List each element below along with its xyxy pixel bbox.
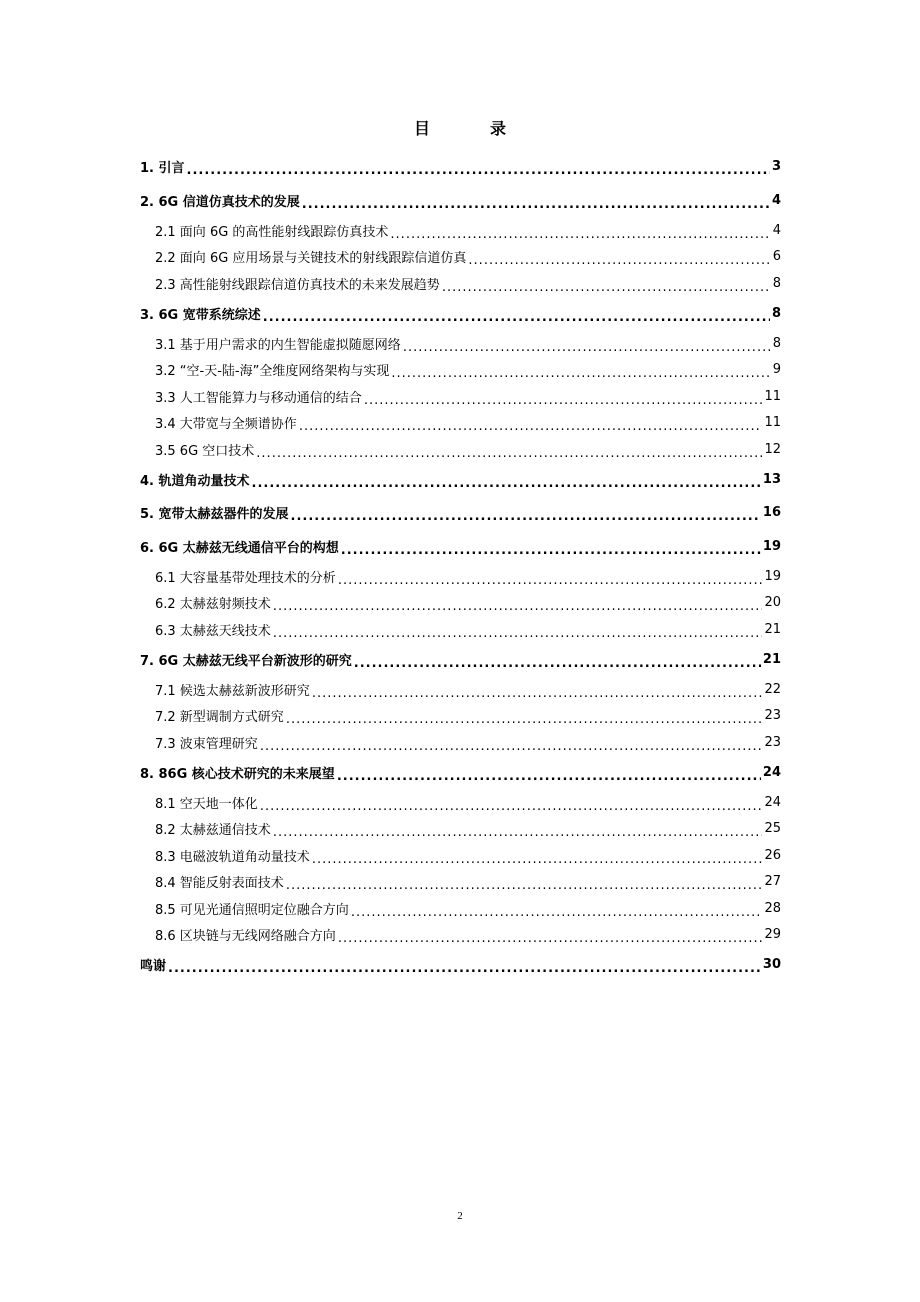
toc-entry-label: 2. 6G 信道仿真技术的发展 [140,194,300,210]
toc-entry[interactable] [140,643,781,677]
toc-subentry[interactable] [140,436,781,463]
toc-entry-label: 8.3 电磁波轨道角动量技术 [155,849,310,865]
toc-entry-page: 29 [764,927,781,943]
toc-entry-label: 3.5 6G 空口技术 [155,443,255,459]
toc-subentry[interactable] [140,217,781,244]
toc-entry-label: 7.3 波束管理研究 [155,736,258,752]
toc-entry-page: 21 [764,621,781,637]
toc-dot-leader [312,686,763,699]
toc-entry-page: 25 [764,821,781,837]
toc-entry-page: 11 [764,415,781,431]
toc-dot-leader [442,280,771,293]
toc-dot-leader [299,419,763,432]
toc-entry-label: 3.2 “空-天-陆-海”全维度网络架构与实现 [155,364,390,380]
toc-dot-leader [273,626,763,639]
toc-entry-label: 6.3 太赫兹天线技术 [155,623,271,639]
toc-entry-label: 3.1 基于用户需求的内生智能虚拟随愿网络 [155,337,401,353]
toc-entry-page: 6 [772,249,781,265]
toc-entry-label: 8.4 智能反射表面技术 [155,876,284,892]
toc-subentry[interactable] [140,244,781,271]
toc-entry-label: 5. 宽带太赫兹器件的发展 [140,507,289,523]
toc-subentry[interactable] [140,895,781,922]
toc-entry-page: 24 [764,794,781,810]
toc-dot-leader [391,366,770,379]
toc-entry-page: 12 [764,441,781,457]
toc-entry-label: 2.3 高性能射线跟踪信道仿真技术的未来发展趋势 [155,277,440,293]
toc-subentry[interactable] [140,270,781,297]
toc-subentry[interactable] [140,410,781,437]
toc-entry-label: 鸣谢 [140,959,167,975]
toc-entry-label: 8.6 区块链与无线网络融合方向 [155,929,336,945]
toc-entry-page: 21 [762,651,781,667]
toc-dot-leader [256,446,762,459]
toc-dot-leader [273,599,763,612]
toc-dot-leader [260,799,763,812]
toc-dot-leader [390,227,770,240]
toc-entry[interactable] [140,948,781,982]
toc-entry-label: 7.1 候选太赫兹新波形研究 [155,683,310,699]
toc-entry-label: 2.1 面向 6G 的高性能射线跟踪仿真技术 [155,224,389,240]
toc-entry-page: 19 [764,568,781,584]
toc-dot-leader [260,739,763,752]
page-number: 2 [457,1210,463,1222]
toc-entry[interactable] [140,496,781,530]
toc-subentry[interactable] [140,729,781,756]
toc-entry-label: 6.1 大容量基带处理技术的分析 [155,570,336,586]
toc-entry-label: 3.4 大带宽与全频谱协作 [155,417,297,433]
toc-subentry[interactable] [140,789,781,816]
toc-entry-label: 8.2 太赫兹通信技术 [155,823,271,839]
toc-entry-label: 1. 引言 [140,161,185,177]
toc-subentry[interactable] [140,816,781,843]
toc-subentry[interactable] [140,383,781,410]
toc-dot-leader [302,197,770,210]
toc-entry[interactable] [140,297,781,331]
toc-entry-page: 23 [764,734,781,750]
toc-subentry[interactable] [140,357,781,384]
toc-entry-page: 9 [772,362,781,378]
toc-subentry[interactable] [140,676,781,703]
toc-entry-page: 24 [762,764,781,780]
toc-entry-page: 13 [762,471,781,487]
toc-entry-page: 22 [764,681,781,697]
toc-entry-page: 30 [762,957,781,973]
toc-dot-leader [338,931,763,944]
toc-entry-page: 16 [762,505,781,521]
toc-dot-leader [337,769,761,782]
toc-entry-label: 4. 轨道角动量技术 [140,473,250,489]
toc-entry[interactable] [140,463,781,497]
toc-entry-label: 6. 6G 太赫兹无线通信平台的构想 [140,540,339,556]
toc-subentry[interactable] [140,842,781,869]
toc-entry-page: 8 [771,305,781,321]
toc-entry-page: 26 [764,847,781,863]
toc-entry-label: 7.2 新型调制方式研究 [155,710,284,726]
toc-dot-leader [351,905,763,918]
toc-subentry[interactable] [140,330,781,357]
toc-entry[interactable] [140,150,781,184]
toc-entry[interactable] [140,530,781,564]
toc-dot-leader [312,852,763,865]
toc-dot-leader [364,393,763,406]
toc-entry-page: 4 [771,192,781,208]
toc-entry-page: 3 [771,159,781,175]
toc-dot-leader [286,712,763,725]
toc-entry[interactable] [140,756,781,790]
toc-dot-leader [341,543,761,556]
toc-entry[interactable] [140,184,781,218]
toc-entry-page: 23 [764,708,781,724]
toc-entry-label: 6.2 太赫兹射频技术 [155,597,271,613]
toc-subentry[interactable] [140,922,781,949]
toc-entry-label: 8. 86G 核心技术研究的未来展望 [140,766,335,782]
toc-entry-page: 28 [764,900,781,916]
toc-entry-page: 4 [772,222,781,238]
toc-entry-label: 3.3 人工智能算力与移动通信的结合 [155,390,362,406]
toc-dot-leader [273,825,763,838]
toc-entry-label: 3. 6G 宽带系统综述 [140,307,261,323]
toc-entry-label: 7. 6G 太赫兹无线平台新波形的研究 [140,653,352,669]
toc-entry-page: 27 [764,874,781,890]
toc-title: 目 录 [413,119,528,138]
toc-subentry[interactable] [140,590,781,617]
toc-entry-label: 8.1 空天地一体化 [155,796,258,812]
toc-entry-page: 8 [772,275,781,291]
toc-dot-leader [403,340,771,353]
toc-dot-leader [468,253,770,266]
toc-dot-leader [168,961,761,974]
toc-dot-leader [338,573,763,586]
toc-dot-leader [291,509,761,522]
toc-entry-page: 19 [762,538,781,554]
toc-dot-leader [263,310,770,323]
toc-subentry[interactable] [140,703,781,730]
toc-subentry[interactable] [140,869,781,896]
toc-subentry[interactable] [140,563,781,590]
toc-dot-leader [252,476,761,489]
toc-subentry[interactable] [140,616,781,643]
toc-dot-leader [354,656,761,669]
toc-entry-page: 11 [764,388,781,404]
table-of-contents [140,150,781,982]
toc-entry-label: 8.5 可见光通信照明定位融合方向 [155,902,349,918]
toc-entry-label: 2.2 面向 6G 应用场景与关键技术的射线跟踪信道仿真 [155,251,467,267]
toc-entry-page: 8 [772,335,781,351]
toc-dot-leader [187,163,770,176]
toc-entry-page: 20 [764,595,781,611]
toc-dot-leader [286,878,763,891]
